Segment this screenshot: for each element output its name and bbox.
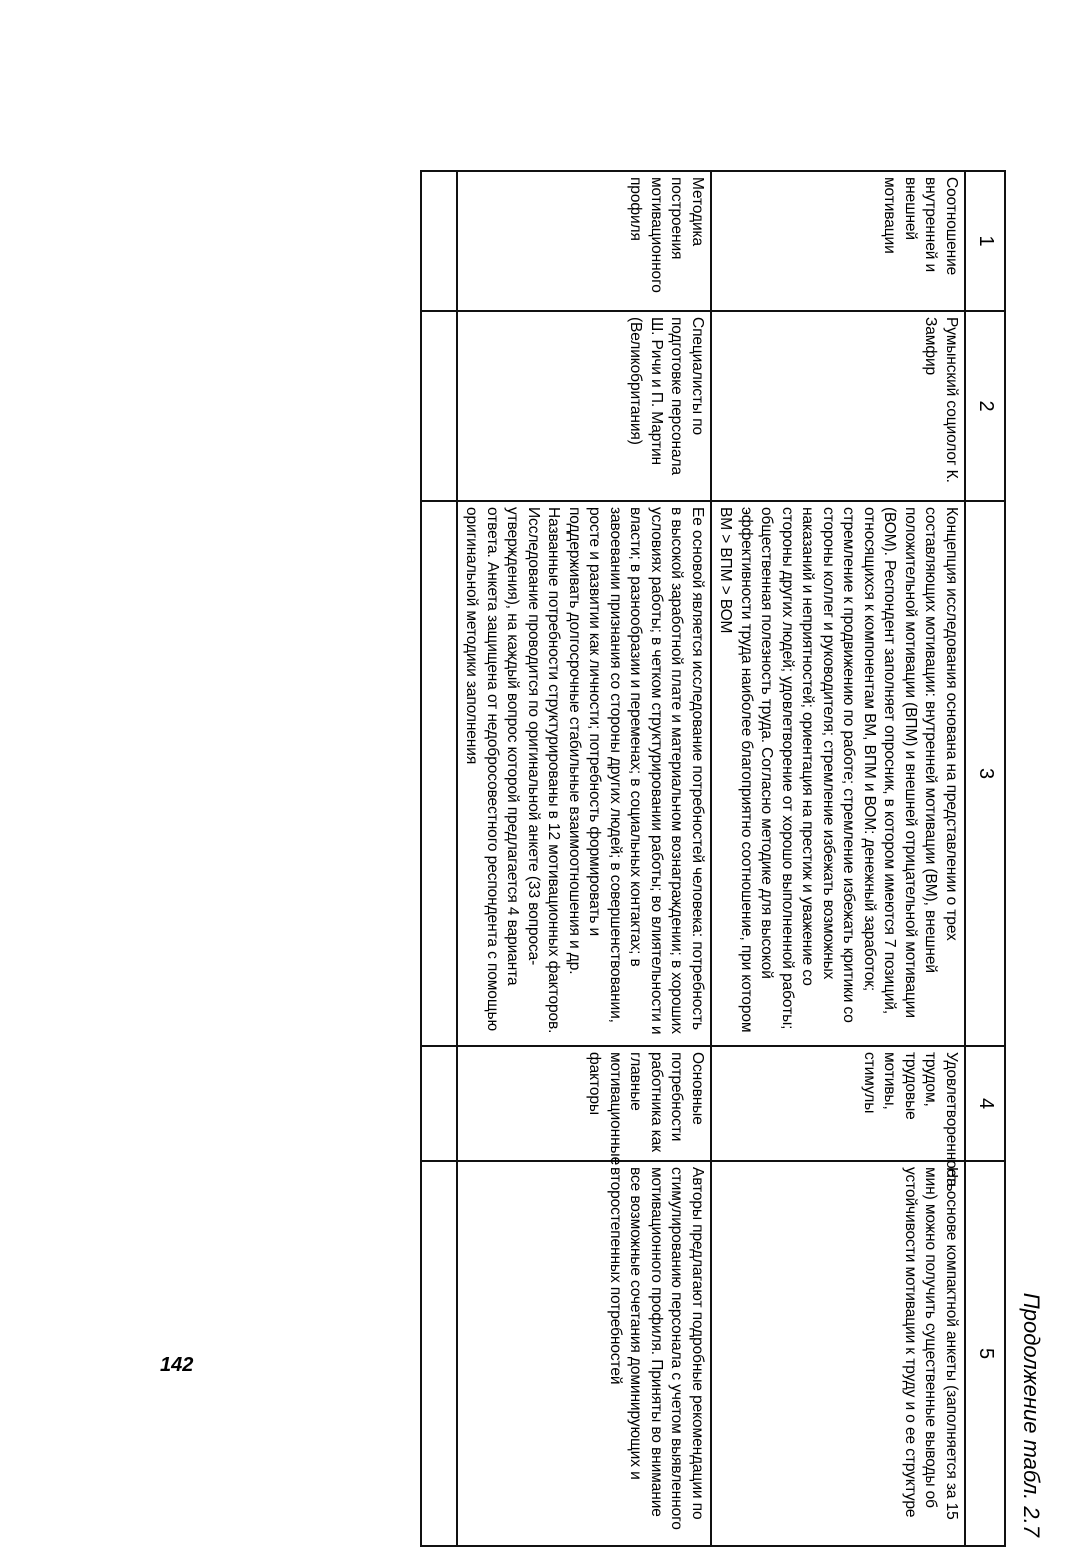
data-table bbox=[420, 170, 1006, 1547]
empty-cell bbox=[421, 1046, 457, 1161]
object-cell: Удовлетворенность трудом, трудовые мотивы, стимулы bbox=[711, 1046, 965, 1161]
table-row bbox=[457, 171, 711, 1546]
table-caption: Продолжение табл. 2.7 bbox=[1019, 1292, 1044, 1537]
rotated-page bbox=[32, 170, 1048, 1545]
empty-cell bbox=[421, 171, 457, 311]
header-row bbox=[965, 171, 1005, 1546]
empty-cell bbox=[421, 501, 457, 1046]
notes-cell: Авторы предлагают подробные рекомендации по стимулированию персонала с учетом выявленного мотивационного профиля. Приняты во внимание все возможные сочетания доминирующих и второстепенных потребностей bbox=[457, 1161, 711, 1546]
empty-cell bbox=[421, 1161, 457, 1546]
author-cell: Румынский социолог К. Замфир bbox=[711, 311, 965, 501]
author-cell: Специалисты по подготовке персонала Ш. Ричи и П. Мартин (Великобритания) bbox=[457, 311, 711, 501]
header-cell: 2 bbox=[965, 311, 1005, 501]
header-cell: 4 bbox=[965, 1046, 1005, 1161]
method-name-cell: Методика построения мотивационного профиля bbox=[457, 171, 711, 311]
method-name-cell: Соотношение внутренней и внешней мотивации bbox=[711, 171, 965, 311]
empty-cell bbox=[421, 311, 457, 501]
header-cell: 3 bbox=[965, 501, 1005, 1046]
description-cell: Ее основой является исследование потребностей человека: потребность в высокой заработной плате и материальном вознаграждении; в хороших условиях работы; в четком структурировании работы; во влиятельности и власти; в разнообразии и переменах; в социальных контактах; в завоевании признания со стороны других людей; в совершенствовании, росте и развитии как личности; потребность формировать и поддерживать долгосрочные стабильные взаимоотношения и др. Названные потребности структурированы в 12 мотивационных факторов. Исследование проводится по оригинальной анкете (33 вопроса-утверждения), на каждый вопрос которой предлагается 4 варианта ответа. Анкета защищена от недобросовестного респондента с помощью оригинальной методики заполнения bbox=[457, 501, 711, 1046]
notes-cell: На основе компактной анкеты (заполняется за 15 мин) можно получить существенные выводы об устойчивости мотивации к труду и о ее структуре bbox=[711, 1161, 965, 1546]
header-cell: 5 bbox=[965, 1161, 1005, 1546]
object-cell: Основные потребности работника как главные мотивационные факторы bbox=[457, 1046, 711, 1161]
table-row bbox=[711, 171, 965, 1546]
header-cell: 1 bbox=[965, 171, 1005, 311]
table-row-empty bbox=[421, 171, 457, 1546]
description-cell: Концепция исследования основана на представлении о трех составляющих мотивации: внутренней мотивации (ВМ), внешней положительной мотивации (ВПМ) и внешней отрицательной мотивации (ВОМ). Респондент заполняет опросник, в котором имеются 7 позиций, относящихся к компонентам ВМ, ВПМ и ВОМ: денежный заработок; стремление к продвижению по работе; стремление избежать критики со стороны коллег и руководителя; стремление избежать возможных наказаний и неприятностей; ориентация на престиж и уважение со стороны других людей; удовлетворение от хорошо выполненной работы; общественная полезность труда. Согласно методике для высокой эффективности труда наиболее благоприятно соотношение, при котором ВМ > ВПМ > ВОМ bbox=[711, 501, 965, 1046]
page-number: 142 bbox=[160, 1354, 194, 1376]
